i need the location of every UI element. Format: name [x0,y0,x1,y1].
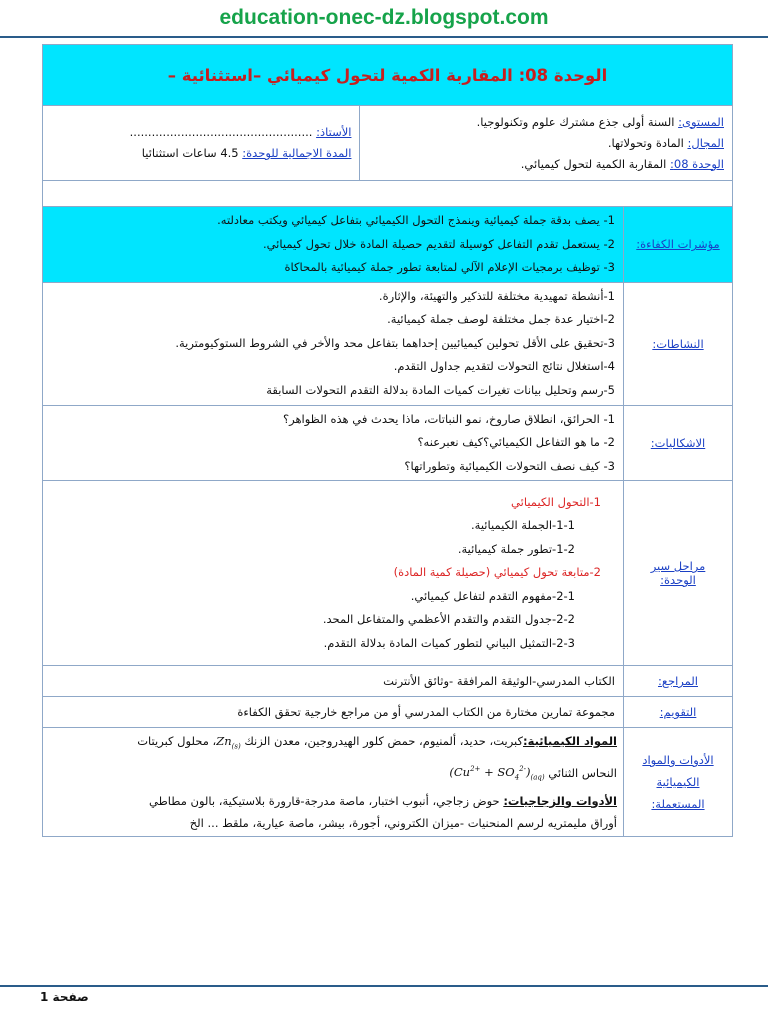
competency-row [43,207,733,283]
stage-item: 1-1-الجملة الكيميائية. [471,518,575,533]
copper-text: النحاس الثنائي [548,765,617,780]
unit-value: المقاربة الكمية لتحول كيميائي. [520,156,667,171]
chemicals-line [51,730,617,757]
tools-content [43,728,624,837]
activity-item: 2-اختيار عدة جمل مختلفة لوصف جملة كيميائية. [387,312,615,327]
activity-item: 5-رسم وتحليل بيانات تغيرات كميات المادة بدلالة التقدم التحولات السابقة [266,382,615,397]
activities-row [43,282,733,405]
title-cell [43,45,733,106]
level-value: السنة أولى جذع مشترك علوم وتكنولوجيا. [476,114,675,129]
problem-item: 2- ما هو التفاعل الكيميائي؟كيف نعبرعنه؟ [417,435,615,449]
competency-item: 1- يصف بدقة جملة كيميائية وينمذج التحول الكيميائي بتفاعل كيميائي ويكتب معادلته. [217,213,615,227]
spacer-row [43,181,733,207]
activity-item: 1-أنشطة تمهيدية مختلفة للتذكير والتهيئة، والإثارة. [378,288,615,303]
problems-row [43,405,733,481]
problems-content [43,405,624,481]
stage-heading: 1-التحول الكيميائي [511,494,601,509]
level-label: المستوى: [678,114,724,129]
activities-content [43,282,624,405]
page-number: صفحة 1 [40,990,89,1004]
evaluation-row [43,697,733,728]
info-table [43,106,732,180]
references-value: الكتاب المدرسي-الوثيقة المرافقة -وثائق الأنترنت [43,666,624,697]
problem-item: 1- الحرائق، انطلاق صاروخ، نمو النباتات، ماذا يحدث في هذه الظواهر؟ [283,411,615,426]
stages-label: مراحل سير الوحدة: [624,481,733,666]
stage-heading: 2-متابعة تحول كيميائي (حصيلة كمية المادة) [393,565,601,580]
references-label: المراجع: [624,666,733,697]
domain-label: المجال: [687,135,724,150]
tools-label: الأدوات والمواد الكيميائية المستعملة: [624,728,733,837]
glassware-line [51,790,617,812]
competency-item: 2- يستعمل تقدم التفاعل كوسيلة لتقديم حصيلة المادة خلال تحول كيميائي. [262,236,615,251]
copper-sulfate-formula: $(Cu^{2+} + SO_4^{2-})_{(aq)}$ [449,765,545,782]
glassware-text: حوض زجاجي، أنبوب اختبار، ماصة مدرجة-قارورة بلاستيكية، بالون مطاطي [149,793,500,808]
zinc-formula: $Zn_{(s)}$ [216,734,241,751]
page-title: الوحدة 08: المقاربة الكمية لتحول كيميائي –استثنائية – [167,65,608,85]
chemicals-text: كبريت، حديد، ألمنيوم، حمض كلور الهيدروجين، معدن الزنك [244,734,524,749]
domain-value: المادة وتحولاتها. [607,135,684,150]
problem-item: 3- كيف نصف التحولات الكيميائية وتطوراتها؟ [404,458,615,473]
tools-row [43,728,733,837]
references-row [43,666,733,697]
top-divider [0,36,768,38]
evaluation-label: التقويم: [624,697,733,728]
competency-label: مؤشرات الكفاءة: [624,207,733,283]
duration-value: 4.5 ساعات استثنائيا [141,146,239,160]
copper-line [51,758,617,790]
unit-label: الوحدة 08: [670,156,724,171]
teacher-label: الأستاذ: [316,125,352,139]
chemicals-title: المواد الكيميائية: [523,734,617,749]
activities-label: النشاطات: [624,282,733,405]
activity-item: 3-تحقيق على الأقل تحولين كيميائيين إحداهما بتفاعل محد والأخر في الشروط الستوكيومترية. [175,335,615,350]
info-left [43,106,360,180]
chemicals-text-end: ، محلول كبريتات [137,734,217,749]
competency-item: 3- توظيف برمجيات الإعلام الآلي لمتابعة تطور جملة كيميائية بالمحاكاة [284,260,615,274]
duration-label: المدة الاجمالية للوحدة: [242,146,352,160]
info-right [360,106,732,180]
bottom-divider [0,985,768,987]
competency-content [43,207,624,283]
site-url[interactable]: education-onec-dz.blogspot.com [219,6,549,29]
evaluation-value: مجموعة تمارين مختارة من الكتاب المدرسي أو من مراجع خارجية تحقق الكفاءة [43,697,624,728]
stage-item: 2-2-جدول التقدم والتقدم الأعظمي والمتفاعل المحد. [322,612,575,627]
glassware-title: الأدوات والزجاجيات: [503,793,617,808]
glassware-line-2: أوراق مليمتريه لرسم المنحنيات -ميزان الكتروني، أجورة، بيشر، ماصة عيارية، ملقط ... الخ [189,815,617,830]
stages-row [43,481,733,666]
stage-item: 2-1-مفهوم التقدم لتفاعل كيميائي. [410,588,575,603]
lesson-plan-table [42,44,733,837]
problems-label: الاشكاليات: [624,405,733,481]
stage-item: 1-2-تطور جملة كيميائية. [457,541,575,556]
teacher-value: .................................................. [129,125,313,139]
stage-item: 2-3-التمثيل البياني لتطور كميات المادة بدلالة التقدم. [323,635,575,650]
title-row [43,45,733,106]
activity-item: 4-استغلال نتائج التحولات لتقديم جداول التقدم. [393,359,615,374]
info-row [43,106,733,181]
stages-content [43,481,624,666]
